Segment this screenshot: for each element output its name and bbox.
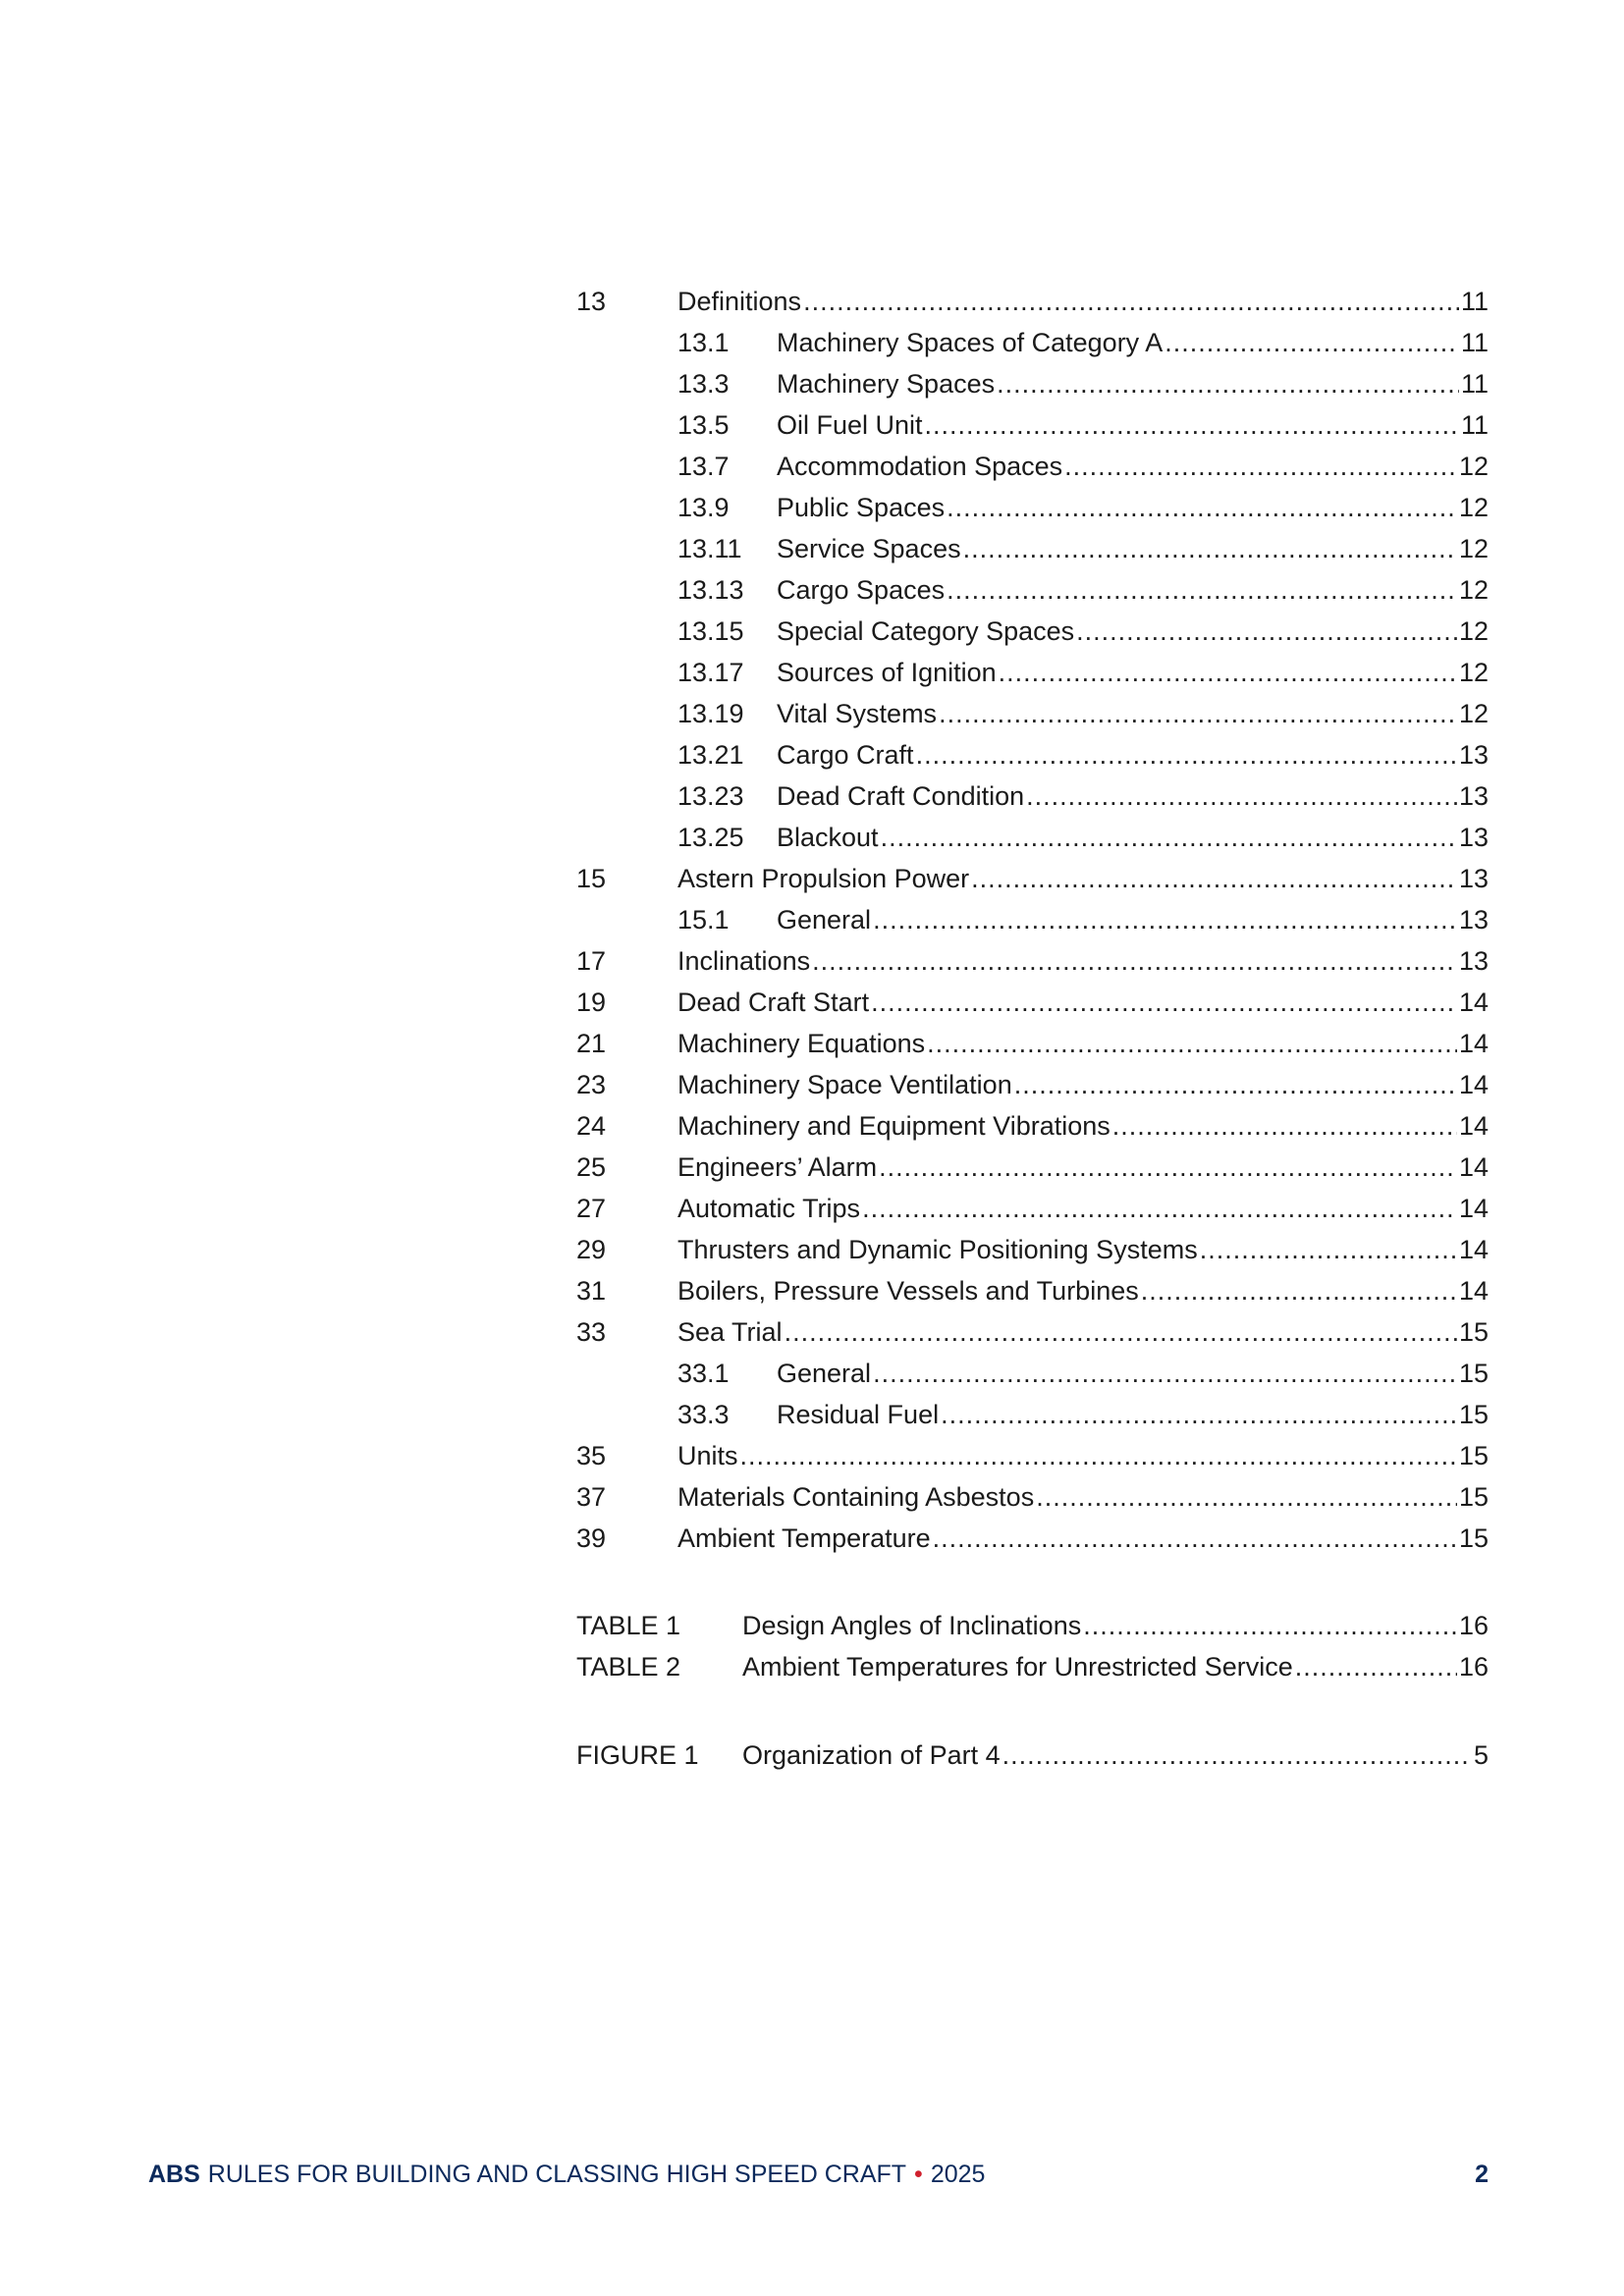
toc-section-entry[interactable] bbox=[576, 1311, 1489, 1353]
toc-table-entry[interactable] bbox=[576, 1605, 1489, 1646]
toc-section-number: 15.1 bbox=[677, 905, 730, 934]
toc-section-number: 37 bbox=[576, 1482, 607, 1512]
dot-leader bbox=[971, 858, 1457, 899]
toc-section-title[interactable]: Machinery Spaces of Category A bbox=[777, 328, 1164, 357]
toc-figure-number: FIGURE 1 bbox=[576, 1740, 699, 1770]
toc-section-entry[interactable] bbox=[576, 1188, 1489, 1229]
toc-sections bbox=[576, 281, 1489, 1559]
toc-section-number: 29 bbox=[576, 1235, 607, 1264]
toc-section-page-number[interactable]: 15 bbox=[1458, 1523, 1489, 1553]
toc-section-page-number[interactable]: 12 bbox=[1458, 452, 1489, 481]
toc-section-number: 19 bbox=[576, 988, 607, 1017]
toc-section-entry[interactable] bbox=[576, 446, 1489, 487]
dot-leader bbox=[941, 1394, 1457, 1435]
toc-section-title[interactable]: Engineers’ Alarm bbox=[677, 1152, 878, 1182]
toc-section-entry[interactable] bbox=[576, 1229, 1489, 1270]
dot-leader bbox=[933, 1518, 1457, 1559]
toc-section-entry[interactable] bbox=[576, 569, 1489, 611]
toc-section-number: 15 bbox=[576, 864, 607, 893]
toc-section-page-number[interactable]: 13 bbox=[1458, 823, 1489, 852]
toc-section-page-number[interactable]: 14 bbox=[1458, 1111, 1489, 1141]
toc-section-number: 35 bbox=[576, 1441, 607, 1470]
toc-section-title[interactable]: Machinery Spaces bbox=[777, 369, 996, 399]
toc-figures bbox=[576, 1735, 1489, 1776]
toc-section-number: 13.5 bbox=[677, 410, 730, 440]
toc-section-page-number[interactable]: 14 bbox=[1458, 1235, 1489, 1264]
toc-section-page-number[interactable]: 14 bbox=[1458, 1152, 1489, 1182]
dot-leader bbox=[873, 899, 1457, 940]
dot-leader bbox=[785, 1311, 1457, 1353]
toc-section-number: 13.19 bbox=[677, 699, 744, 728]
dot-leader bbox=[873, 1353, 1457, 1394]
dot-leader bbox=[939, 693, 1457, 734]
toc-section-entry[interactable] bbox=[576, 487, 1489, 528]
dot-leader bbox=[927, 1023, 1457, 1064]
toc-section-number: 24 bbox=[576, 1111, 607, 1141]
toc-table-number: TABLE 1 bbox=[576, 1611, 681, 1640]
dot-leader bbox=[916, 734, 1457, 775]
toc-section-entry[interactable] bbox=[576, 1270, 1489, 1311]
dot-leader bbox=[1002, 1735, 1472, 1776]
toc-section-entry[interactable] bbox=[576, 363, 1489, 404]
toc-section-number: 17 bbox=[576, 946, 607, 976]
footer-title: RULES FOR BUILDING AND CLASSING HIGH SPEED CRAFT bbox=[207, 2161, 907, 2188]
toc-section-page-number[interactable]: 14 bbox=[1458, 1276, 1489, 1306]
toc-section-title[interactable]: Ambient Temperature bbox=[677, 1523, 931, 1553]
dot-leader bbox=[947, 569, 1457, 611]
toc-section-number: 13.3 bbox=[677, 369, 730, 399]
toc-section-entry[interactable] bbox=[576, 858, 1489, 899]
toc-section-page-number[interactable]: 13 bbox=[1458, 946, 1489, 976]
toc-section-title[interactable]: Accommodation Spaces bbox=[777, 452, 1063, 481]
toc-section-entry[interactable] bbox=[576, 1064, 1489, 1105]
dot-leader bbox=[1141, 1270, 1457, 1311]
toc-section-number: 13.9 bbox=[677, 493, 730, 522]
toc-section-page-number[interactable]: 15 bbox=[1458, 1482, 1489, 1512]
dot-leader bbox=[1064, 446, 1457, 487]
toc-section-number: 25 bbox=[576, 1152, 607, 1182]
toc-section-title[interactable]: General bbox=[777, 1359, 872, 1388]
toc-section-number: 13.13 bbox=[677, 575, 744, 605]
dot-leader bbox=[999, 652, 1457, 693]
toc-section-title[interactable]: Definitions bbox=[677, 287, 802, 316]
toc-section-page-number[interactable]: 13 bbox=[1458, 864, 1489, 893]
dot-leader bbox=[1083, 1605, 1457, 1646]
toc-section-title[interactable]: Dead Craft Condition bbox=[777, 781, 1025, 811]
toc-section-entry[interactable] bbox=[576, 1518, 1489, 1559]
toc-section-page-number[interactable]: 12 bbox=[1458, 534, 1489, 563]
toc-section-page-number[interactable]: 15 bbox=[1458, 1441, 1489, 1470]
toc-table-title[interactable]: Design Angles of Inclinations bbox=[742, 1611, 1082, 1640]
page-number: 2 bbox=[1475, 2161, 1489, 2188]
toc-section-page-number[interactable]: 11 bbox=[1460, 410, 1489, 440]
dot-leader bbox=[1295, 1646, 1457, 1687]
toc-section-entry[interactable] bbox=[576, 404, 1489, 446]
dot-leader bbox=[862, 1188, 1457, 1229]
toc-section-title[interactable]: Blackout bbox=[777, 823, 879, 852]
toc-section-number: 13.25 bbox=[677, 823, 744, 852]
toc-section-title[interactable]: Machinery Equations bbox=[677, 1029, 926, 1058]
toc-section-title[interactable]: Cargo Craft bbox=[777, 740, 914, 770]
toc-section-number: 33.3 bbox=[677, 1400, 730, 1429]
toc-section-title[interactable]: Boilers, Pressure Vessels and Turbines bbox=[677, 1276, 1139, 1306]
dot-leader bbox=[1164, 322, 1459, 363]
toc-section-number: 33 bbox=[576, 1317, 607, 1347]
footer-brand: ABS bbox=[148, 2161, 200, 2188]
toc-section-title[interactable]: Service Spaces bbox=[777, 534, 961, 563]
toc-section-entry[interactable] bbox=[576, 899, 1489, 940]
toc-section-title[interactable]: Vital Systems bbox=[777, 699, 938, 728]
dot-leader bbox=[997, 363, 1459, 404]
toc-section-title[interactable]: Dead Craft Start bbox=[677, 988, 870, 1017]
toc-section-page-number[interactable]: 11 bbox=[1460, 369, 1489, 399]
toc-section-title[interactable]: Public Spaces bbox=[777, 493, 946, 522]
dot-leader bbox=[1014, 1064, 1457, 1105]
toc-section-number: 13.15 bbox=[677, 616, 744, 646]
dot-leader bbox=[1112, 1105, 1457, 1147]
dot-leader bbox=[879, 1147, 1457, 1188]
toc-table-entry[interactable] bbox=[576, 1646, 1489, 1687]
footer-year: 2025 bbox=[930, 2161, 986, 2188]
dot-leader bbox=[803, 281, 1459, 322]
toc-section-number: 31 bbox=[576, 1276, 607, 1306]
dot-leader bbox=[871, 982, 1457, 1023]
toc-section-title[interactable]: Oil Fuel Unit bbox=[777, 410, 923, 440]
toc-section-entry[interactable] bbox=[576, 693, 1489, 734]
toc-section-entry[interactable] bbox=[576, 1105, 1489, 1147]
dot-leader bbox=[740, 1435, 1457, 1476]
toc-section-entry[interactable] bbox=[576, 1435, 1489, 1476]
toc-section-title[interactable]: Astern Propulsion Power bbox=[677, 864, 970, 893]
toc-section-entry[interactable] bbox=[576, 1476, 1489, 1518]
toc-section-number: 13.21 bbox=[677, 740, 744, 770]
toc-tables bbox=[576, 1605, 1489, 1687]
dot-leader bbox=[1036, 1476, 1457, 1518]
toc-section-entry[interactable] bbox=[576, 322, 1489, 363]
toc-section-entry[interactable] bbox=[576, 1394, 1489, 1435]
toc-section-page-number[interactable]: 15 bbox=[1458, 1317, 1489, 1347]
toc-section-page-number[interactable]: 11 bbox=[1460, 287, 1489, 316]
dot-leader bbox=[1076, 611, 1457, 652]
toc-table-number: TABLE 2 bbox=[576, 1652, 681, 1682]
toc-section-number: 33.1 bbox=[677, 1359, 730, 1388]
toc-section-title[interactable]: Materials Containing Asbestos bbox=[677, 1482, 1035, 1512]
toc-section-entry[interactable] bbox=[576, 734, 1489, 775]
toc-section-page-number[interactable]: 14 bbox=[1458, 1029, 1489, 1058]
toc-section-entry[interactable] bbox=[576, 652, 1489, 693]
toc-figure-title[interactable]: Organization of Part 4 bbox=[742, 1740, 1001, 1770]
toc-figure-entry[interactable] bbox=[576, 1735, 1489, 1776]
toc-section-title[interactable]: Automatic Trips bbox=[677, 1194, 861, 1223]
toc-section-number: 21 bbox=[576, 1029, 607, 1058]
toc-section-entry[interactable] bbox=[576, 775, 1489, 817]
toc-section-title[interactable]: Residual Fuel bbox=[777, 1400, 940, 1429]
toc-section-title[interactable]: Thrusters and Dynamic Positioning Systems bbox=[677, 1235, 1198, 1264]
dot-leader bbox=[1200, 1229, 1457, 1270]
toc-section-page-number[interactable]: 15 bbox=[1458, 1359, 1489, 1388]
toc-section-number: 27 bbox=[576, 1194, 607, 1223]
toc-section-entry[interactable] bbox=[576, 982, 1489, 1023]
dot-leader bbox=[925, 404, 1459, 446]
toc-section-title[interactable]: Sources of Ignition bbox=[777, 658, 997, 687]
toc-section-title[interactable]: Sea Trial bbox=[677, 1317, 783, 1347]
toc-section-page-number[interactable]: 13 bbox=[1458, 905, 1489, 934]
toc-section-title[interactable]: Machinery and Equipment Vibrations bbox=[677, 1111, 1110, 1141]
toc-section-page-number[interactable]: 12 bbox=[1458, 575, 1489, 605]
footer-bullet: • bbox=[914, 2161, 923, 2188]
toc-section-entry[interactable] bbox=[576, 281, 1489, 322]
toc-section-entry[interactable] bbox=[576, 817, 1489, 858]
toc-section-number: 13.7 bbox=[677, 452, 730, 481]
toc-section-page-number[interactable]: 12 bbox=[1458, 616, 1489, 646]
toc-section-number: 13.11 bbox=[677, 534, 742, 563]
toc-section-number: 39 bbox=[576, 1523, 607, 1553]
toc-section-entry[interactable] bbox=[576, 611, 1489, 652]
toc-table-page-number[interactable]: 16 bbox=[1458, 1611, 1489, 1640]
toc-figure-page-number[interactable]: 5 bbox=[1473, 1740, 1489, 1770]
toc-section-page-number[interactable]: 11 bbox=[1460, 328, 1489, 357]
toc-section-page-number[interactable]: 15 bbox=[1458, 1400, 1489, 1429]
dot-leader bbox=[963, 528, 1457, 569]
toc-section-number: 23 bbox=[576, 1070, 607, 1099]
toc-section-number: 13.1 bbox=[677, 328, 730, 357]
toc-section-page-number[interactable]: 13 bbox=[1458, 740, 1489, 770]
toc-section-entry[interactable] bbox=[576, 940, 1489, 982]
toc-section-entry[interactable] bbox=[576, 1147, 1489, 1188]
toc-section-entry[interactable] bbox=[576, 1353, 1489, 1394]
toc-section-page-number[interactable]: 14 bbox=[1458, 988, 1489, 1017]
table-of-contents bbox=[576, 281, 1489, 1776]
toc-section-entry[interactable] bbox=[576, 528, 1489, 569]
toc-section-page-number[interactable]: 12 bbox=[1458, 493, 1489, 522]
toc-section-number: 13.17 bbox=[677, 658, 744, 687]
toc-section-title[interactable]: Cargo Spaces bbox=[777, 575, 946, 605]
toc-section-page-number[interactable]: 14 bbox=[1458, 1194, 1489, 1223]
toc-section-title[interactable]: Inclinations bbox=[677, 946, 811, 976]
toc-table-page-number[interactable]: 16 bbox=[1458, 1652, 1489, 1682]
dot-leader bbox=[881, 817, 1457, 858]
page-footer bbox=[148, 2158, 1489, 2191]
toc-section-entry[interactable] bbox=[576, 1023, 1489, 1064]
toc-section-page-number[interactable]: 13 bbox=[1458, 781, 1489, 811]
toc-section-page-number[interactable]: 12 bbox=[1458, 658, 1489, 687]
toc-section-title[interactable]: Special Category Spaces bbox=[777, 616, 1075, 646]
dot-leader bbox=[947, 487, 1457, 528]
toc-section-number: 13.23 bbox=[677, 781, 744, 811]
dot-leader bbox=[812, 940, 1457, 982]
toc-section-number: 13 bbox=[576, 287, 607, 316]
toc-section-title[interactable]: Machinery Space Ventilation bbox=[677, 1070, 1012, 1099]
toc-section-page-number[interactable]: 14 bbox=[1458, 1070, 1489, 1099]
toc-section-title[interactable]: Units bbox=[677, 1441, 738, 1470]
toc-section-title[interactable]: General bbox=[777, 905, 872, 934]
toc-section-page-number[interactable]: 12 bbox=[1458, 699, 1489, 728]
dot-leader bbox=[1026, 775, 1457, 817]
toc-table-title[interactable]: Ambient Temperatures for Unrestricted Service bbox=[742, 1652, 1293, 1682]
